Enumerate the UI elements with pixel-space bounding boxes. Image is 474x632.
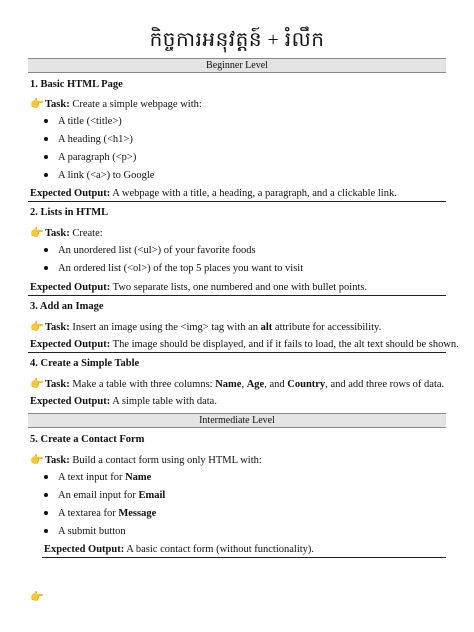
section-4-heading: 4. Create a Simple Table (30, 358, 140, 369)
task-text-pre: Make a table with three columns: (72, 379, 216, 390)
bullet-dot (44, 155, 48, 159)
bullet-dot (44, 493, 48, 497)
task-label: Task: (45, 322, 70, 333)
section-1-task (30, 97, 202, 110)
task-text-post: , and add three rows of data. (325, 379, 445, 390)
divider (28, 295, 446, 296)
list-item-bold: Email (138, 490, 166, 501)
divider (28, 201, 446, 202)
section-2-task (30, 226, 103, 239)
list-item-text: An email input for (58, 490, 139, 501)
task-text-post: attribute for accessibility. (272, 322, 382, 333)
pointing-hand-icon: 👉 (30, 321, 44, 333)
pointing-hand-icon: 👉 (30, 454, 44, 466)
section-4-task (30, 377, 444, 390)
task-label: Task: (45, 99, 70, 110)
divider (28, 352, 446, 353)
bullet-dot (44, 119, 48, 123)
bullet-dot (44, 173, 48, 177)
task-text: Create a simple webpage with: (72, 99, 202, 110)
beginner-level-bar: Beginner Level (28, 58, 446, 73)
list-item-bold: Message (118, 508, 157, 519)
list-item (44, 116, 122, 127)
section-5-expected (44, 544, 314, 555)
list-item (44, 472, 151, 483)
bullet-dot (44, 137, 48, 141)
divider (42, 557, 446, 558)
pointing-hand-icon: 👉 (30, 378, 44, 390)
bullet-dot (44, 511, 48, 515)
list-item (44, 526, 126, 537)
list-item-text: A title (<title>) (58, 116, 122, 127)
task-text: Build a contact form using only HTML with: (72, 455, 262, 466)
list-item (44, 490, 165, 501)
bullet-dot (44, 248, 48, 252)
list-item (44, 134, 133, 145)
list-item-text: A submit button (58, 526, 126, 537)
section-5-heading: 5. Create a Contact Form (30, 434, 145, 445)
bullet-dot (44, 529, 48, 533)
section-4-expected (30, 396, 217, 407)
expected-label: Expected Output: (30, 188, 111, 199)
page-title: កិច្ចការអនុវត្តន៍ + រំលឹក (149, 29, 325, 51)
list-item (44, 245, 256, 256)
expected-text: A basic contact form (without functionality). (126, 544, 315, 555)
expected-text: A simple table with data. (112, 396, 217, 407)
list-item-text: A heading (<h1>) (58, 134, 133, 145)
pointing-hand-icon: 👉 (30, 98, 44, 110)
list-item-bold: Name (125, 472, 152, 483)
section-2-heading: 2. Lists in HTML (30, 207, 109, 218)
list-item-text: A paragraph (<p>) (58, 152, 137, 163)
separator: , and (264, 379, 288, 390)
list-item-text: An ordered list (<ol>) of the top 5 places you want to visit (58, 263, 304, 274)
expected-label: Expected Output: (30, 339, 111, 350)
column-age: Age (246, 379, 265, 390)
list-item-text: A textarea for (58, 508, 119, 519)
bullet-dot (44, 475, 48, 479)
list-item (44, 508, 156, 519)
task-label: Task: (45, 455, 70, 466)
task-label: Task: (45, 379, 70, 390)
expected-label: Expected Output: (30, 282, 111, 293)
separator: , (241, 379, 247, 390)
expected-label: Expected Output: (30, 396, 111, 407)
expected-text: The image should be displayed, and if it fails to load, the alt text should be shown. (112, 339, 459, 350)
bullet-dot (44, 266, 48, 270)
pointing-hand-icon: 👉 (30, 227, 44, 239)
section-5-task (30, 453, 262, 466)
list-item-text: An unordered list (<ul>) of your favorite foods (58, 245, 256, 256)
section-1-expected (30, 188, 397, 199)
pointing-hand-icon: 👉 (30, 591, 44, 603)
intermediate-level-bar: Intermediate Level (28, 413, 446, 428)
section-3-heading: 3. Add an Image (30, 301, 104, 312)
section-3-expected (30, 339, 459, 350)
expected-text: A webpage with a title, a heading, a paragraph, and a clickable link. (112, 188, 397, 199)
section-1-heading: 1. Basic HTML Page (30, 79, 123, 90)
column-country: Country (287, 379, 326, 390)
section-2-expected (30, 282, 367, 293)
list-item (44, 263, 303, 274)
list-item (44, 152, 136, 163)
task-text-bold: alt (260, 322, 273, 333)
task-label: Task: (45, 228, 70, 239)
list-item-text: A text input for (58, 472, 126, 483)
task-text-pre: Insert an image using the <img> tag with an (72, 322, 261, 333)
list-item-text: A link (<a>) to Google (58, 170, 155, 181)
column-name: Name (215, 379, 242, 390)
task-text: Create: (72, 228, 103, 239)
list-item (44, 170, 154, 181)
expected-label: Expected Output: (44, 544, 125, 555)
section-3-task (30, 320, 381, 333)
expected-text: Two separate lists, one numbered and one with bullet points. (112, 282, 368, 293)
